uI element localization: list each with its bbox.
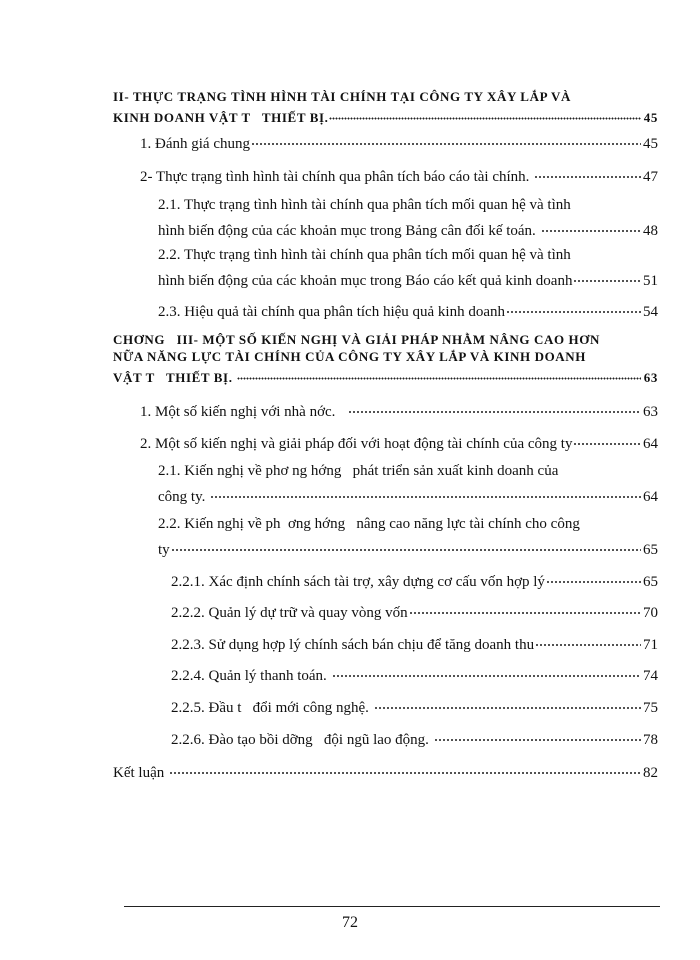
toc-page-number: 51 (643, 273, 658, 289)
toc-entry-text: CHƠNG III- MỘT SỐ KIẾN NGHỊ VÀ GIẢI PHÁP NHẰM NÂNG CAO HƠN (113, 332, 600, 347)
dot-leader (171, 534, 641, 554)
toc-entry-text: 2.1. Kiến nghị về phơ ng hớng phát triển sản xuất kinh doanh của (158, 463, 559, 479)
toc-entry-text: 2.2.5. Đầu t đổi mới công nghệ. (171, 700, 373, 716)
toc-page-number: 82 (643, 765, 658, 781)
toc-entry-text: 2.3. Hiệu quả tài chính qua phân tích hiệu quả kinh doanh (158, 304, 505, 320)
toc-page-number: 45 (643, 136, 658, 152)
toc-entry-text: 2. Một số kiến nghị và giải pháp đối với hoạt động tài chính của công ty (140, 436, 573, 452)
toc-entry-text: VẬT T THIẾT BỊ. (113, 370, 237, 385)
toc-entry-text: 2.2.1. Xác định chính sách tài trợ, xây dựng cơ cấu vốn hợp lý (171, 574, 545, 590)
dot-leader (409, 597, 641, 617)
toc-page-number: 75 (643, 700, 658, 716)
dot-leader (374, 692, 641, 712)
toc-entry-text: ty (158, 542, 170, 558)
toc-entry-text: 2.1. Thực trạng tình hình tài chính qua phân tích mối quan hệ và tình (158, 197, 571, 213)
footer-rule (124, 906, 660, 907)
toc-entry[interactable] (171, 597, 658, 623)
toc-entry-text: 2- Thực trạng tình hình tài chính qua phân tích báo cáo tài chính. (140, 169, 534, 185)
toc-page-number: 54 (643, 304, 658, 320)
toc-entry-text: 2.2.2. Quản lý dự trữ và quay vòng vốn (171, 605, 408, 621)
toc-entry-text: II- THỰC TRẠNG TÌNH HÌNH TÀI CHÍNH TẠI CÔNG TY XÂY LẮP VÀ (113, 89, 571, 104)
toc-entry-text: KINH DOANH VẬT T THIẾT BỊ. (113, 110, 329, 125)
dot-leader (169, 757, 641, 777)
toc-page-number: 65 (643, 574, 658, 590)
toc-entry[interactable] (171, 692, 658, 718)
dot-leader (434, 724, 641, 744)
toc-entry-text: 2.2. Thực trạng tình hình tài chính qua phân tích mối quan hệ và tình (158, 247, 571, 263)
toc-entry[interactable] (158, 461, 658, 507)
dot-leader (251, 128, 641, 148)
toc-entry[interactable] (140, 428, 658, 454)
toc-entry[interactable] (171, 660, 658, 686)
toc-page-number: 63 (643, 370, 658, 385)
dot-leader (573, 265, 641, 285)
toc-page-number: 47 (643, 169, 658, 185)
toc-entry[interactable] (158, 514, 658, 560)
toc-page-number: 78 (643, 732, 658, 748)
toc-entry[interactable] (140, 396, 658, 422)
toc-entry-text: 2.2.3. Sử dụng hợp lý chính sách bán chịu để tăng doanh thu (171, 637, 535, 653)
toc-entry-text: công ty. (158, 489, 210, 505)
dot-leader (535, 629, 641, 649)
dot-leader (210, 481, 641, 501)
toc-entry-text: 2.2. Kiến nghị về ph ơng hớng nâng cao năng lực tài chính cho công (158, 516, 580, 532)
toc-page-number: 48 (643, 223, 658, 239)
page-number: 72 (342, 914, 358, 931)
toc-entry[interactable] (171, 629, 658, 655)
toc-page-number: 70 (643, 605, 658, 621)
toc-entry-text: 2.2.6. Đào tạo bồi dỡng đội ngũ lao động. (171, 732, 433, 748)
dot-leader (541, 215, 641, 235)
toc-entry[interactable] (140, 161, 658, 187)
dot-leader (348, 396, 641, 416)
toc-page-number: 63 (643, 404, 658, 420)
dot-leader (329, 105, 641, 122)
toc-entry[interactable] (113, 757, 658, 783)
toc-entry-text: hình biến động của các khoản mục trong Báo cáo kết quả kinh doanh (158, 273, 573, 289)
toc-page-number: 64 (643, 436, 658, 452)
toc-entry-text: 2.2.4. Quản lý thanh toán. (171, 668, 331, 684)
dot-leader (573, 428, 641, 448)
toc-entry[interactable] (140, 128, 658, 154)
toc-page-number: 74 (643, 668, 658, 684)
toc-page-number: 45 (643, 110, 658, 125)
dot-leader (546, 566, 641, 586)
toc-page-number: 65 (643, 542, 658, 558)
toc-page-number: 71 (643, 637, 658, 653)
dot-leader (506, 296, 641, 316)
toc-entry-text: NỮA NĂNG LỰC TÀI CHÍNH CỦA CÔNG TY XÂY LẮP VÀ KINH DOANH (113, 349, 586, 364)
toc-entry-text: 1. Một số kiến nghị với nhà nớc. (140, 404, 347, 420)
toc-entry[interactable] (171, 566, 658, 592)
toc-entry[interactable] (158, 245, 658, 291)
dot-leader (332, 660, 641, 680)
dot-leader (237, 365, 641, 382)
toc-entry-text: 1. Đánh giá chung (140, 136, 250, 152)
toc-entry-text: hình biến động của các khoản mục trong Bảng cân đối kế toán. (158, 223, 540, 239)
toc-entry-section-ii[interactable] (113, 88, 658, 126)
toc-entry[interactable] (158, 195, 658, 241)
toc-entry-text: Kết luận (113, 765, 168, 781)
toc-entry[interactable] (171, 724, 658, 750)
toc-entry-chapter-iii[interactable] (113, 331, 658, 386)
toc-page-number: 64 (643, 489, 658, 505)
toc-entry[interactable] (158, 296, 658, 322)
dot-leader (534, 161, 641, 181)
